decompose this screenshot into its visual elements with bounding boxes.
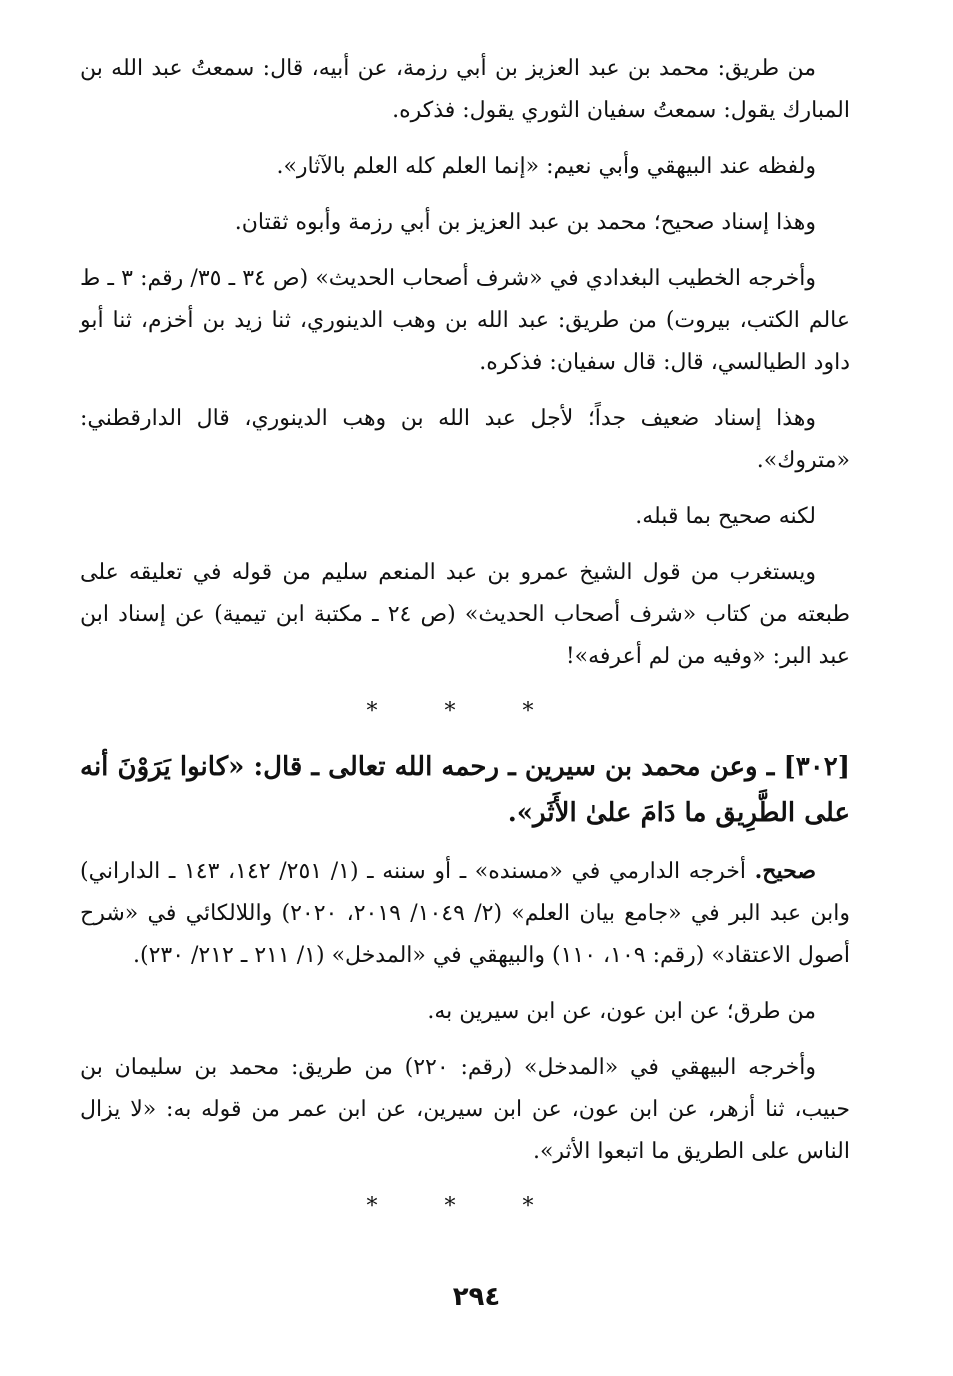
paragraph-chain-1: من طريق: محمد بن عبد العزيز بن أبي رزمة، عن أبيه، قال: سمعتُ عبد الله بن المبارك يقول: سمعتُ سفيان الثوري يقول: فذكره. <box>80 56 850 123</box>
page-body <box>80 48 850 1239</box>
grade-text: أخرجه الدارمي في «مسنده» ـ أو سننه ـ (١/ ٢٥١/ ١٤٢، ١٤٣ ـ الداراني) وابن عبد البر في «جامع بيان العلم» (٢/ ١٠٤٩/ ٢٠١٩، ٢٠٢٠) واللالكائي في «شرح أصول الاعتقاد» (رقم: ١٠٩، ١١٠) والبيهقي في «المدخل» (١/ ٢١١ ـ ٢١٢/ ٢٣٠). <box>80 859 851 968</box>
separator-stars-bottom: * * * <box>366 1194 564 1219</box>
paragraph-authentic-by-prior: لكنه صحيح بما قبله. <box>635 504 816 529</box>
paragraph-bayhaqi: وأخرجه البيهقي في «المدخل» (رقم: ٢٢٠) من طريق: محمد بن سليمان بن حبيب، ثنا أزهر، عن ابن عون، عن ابن سيرين، عن ابن عمر من قوله به: «لا يزال الناس على الطريق ما اتبعوا الأثر». <box>80 1055 850 1164</box>
paragraph-authentic-chain: وهذا إسناد صحيح؛ محمد بن عبد العزيز بن أبي رزمة وأبوه ثقتان. <box>234 210 816 235</box>
paragraph-remark: ويستغرب من قول الشيخ عمرو بن عبد المنعم سليم من قوله في تعليقه على طبعته من كتاب «شرف أصحاب الحديث» (ص ٢٤ ـ مكتبة ابن تيمية) عن إسناد ابن عبد البر: «وفيه من لم أعرفه»! <box>80 560 850 669</box>
paragraph-weak-chain: وهذا إسناد ضعيف جداً؛ لأجل عبد الله بن وهب الدينوري، قال الدارقطني: «متروك». <box>80 406 850 473</box>
paragraph-khatib: وأخرجه الخطيب البغدادي في «شرف أصحاب الحديث» (ص ٣٤ ـ ٣٥/ رقم: ٣ ـ ط عالم الكتب، بيروت) من طريق: عبد الله بن وهب الدينوري، ثنا زيد بن أخزم، ثنا أبو داود الطيالسي، قال: قال سفيان: فذكره. <box>80 266 850 375</box>
paragraph-grade <box>80 850 850 977</box>
page-number: ٢٩٤ <box>452 1282 501 1312</box>
separator-stars: * * * <box>366 699 564 724</box>
paragraph-routes: من طرق؛ عن ابن عون، عن ابن سيرين به. <box>427 999 816 1024</box>
grade-label: صحيح. <box>754 858 817 884</box>
paragraph-wording: ولفظه عند البيهقي وأبي نعيم: «إنما العلم كله العلم بالآثار». <box>276 154 816 179</box>
hadith-text: [٣٠٢] ـ وعن محمد بن سيرين ـ رحمه الله تعالى ـ قال: «كانوا يَرَوْنَ أنه على الطَّرِيق ما دَامَ علىٰ الأَثَر». <box>80 752 850 828</box>
